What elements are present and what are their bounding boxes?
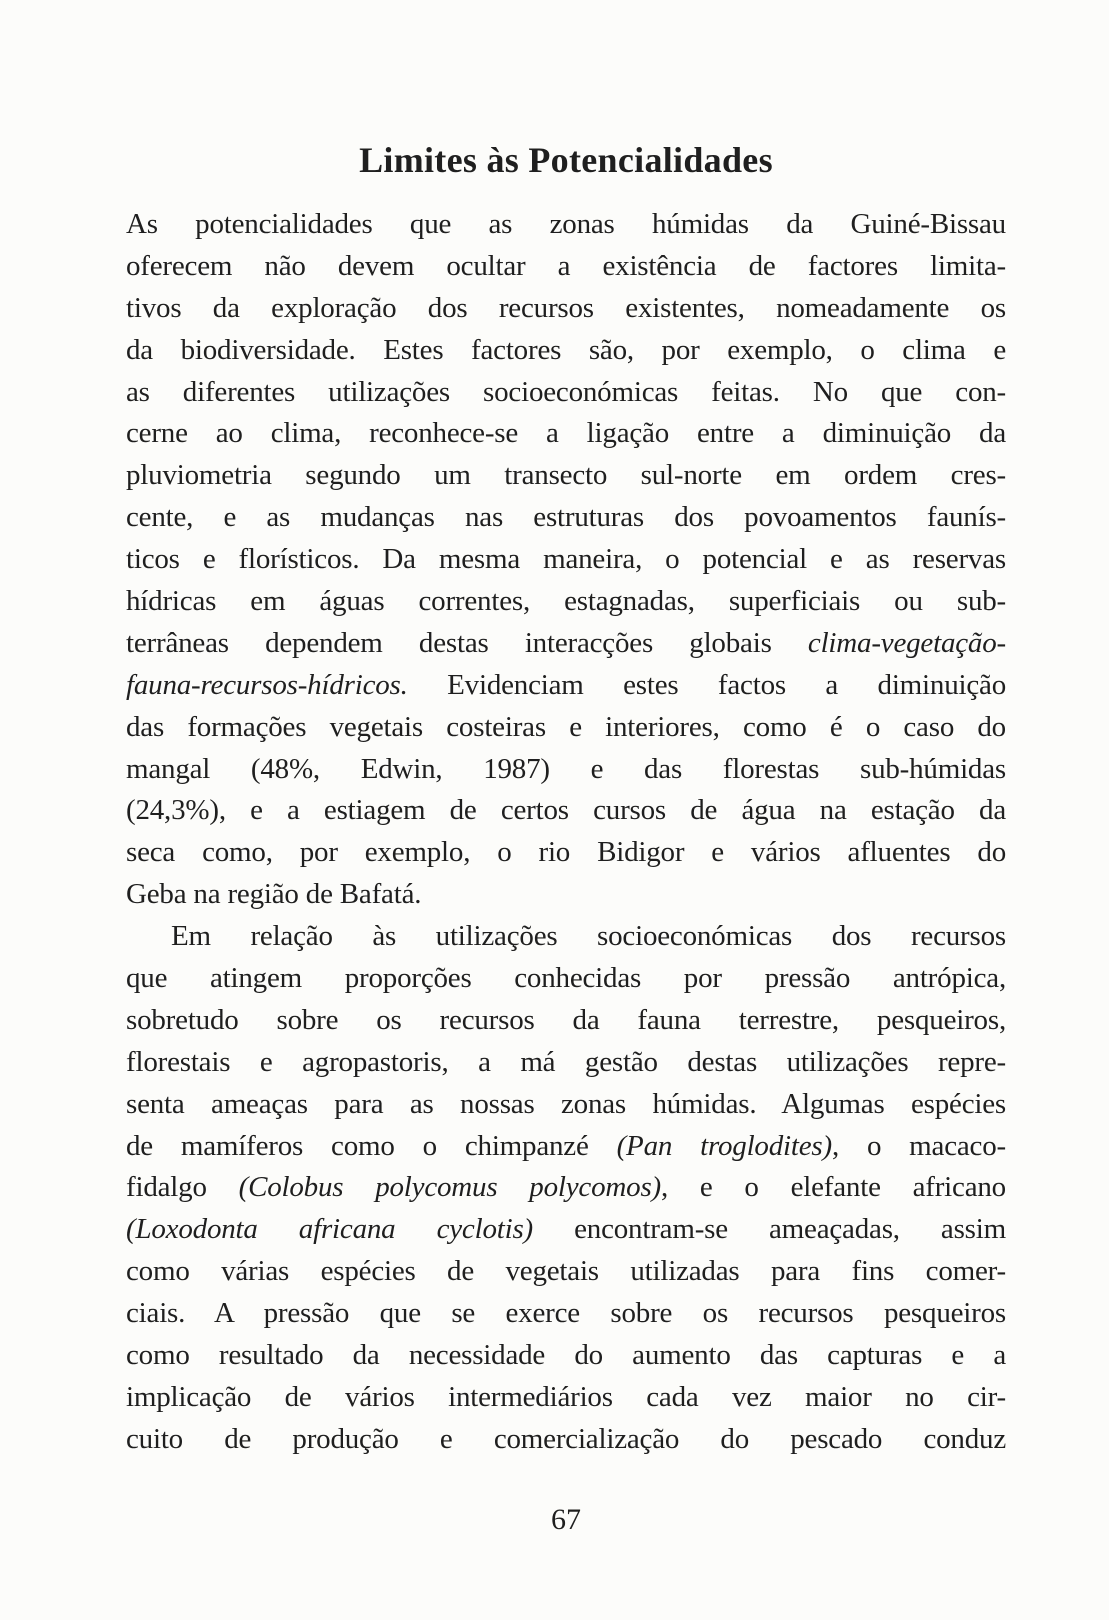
text-segment: como várias espécies de vegetais utilizadas para fins comer-	[126, 1255, 1006, 1288]
text-line	[126, 665, 1006, 707]
text-segment: (24,3%), e a estiagem de certos cursos de água na estação da	[126, 794, 1006, 827]
text-segment: Evidenciam estes factos a diminuição	[407, 668, 1006, 701]
text-segment: As potencialidades que as zonas húmidas da Guiné-Bissau	[126, 208, 1006, 240]
text-segment: , o macaco-	[831, 1129, 1006, 1162]
text-line	[126, 372, 1006, 414]
text-line	[126, 958, 1006, 1000]
text-segment: Geba na região de Bafatá.	[126, 878, 422, 911]
text-segment: florestais e agropastoris, a má gestão destas utilizações repre-	[126, 1045, 1006, 1078]
text-segment: terrâneas dependem destas interacções globais	[126, 626, 808, 659]
text-segment: pluviometria segundo um transecto sul-norte em ordem cres-	[126, 459, 1006, 492]
italic-text-segment: (Loxodonta africana cyclotis)	[126, 1213, 534, 1246]
text-line	[126, 1167, 1006, 1209]
text-line	[126, 288, 1006, 330]
text-line	[126, 246, 1006, 288]
text-segment: cerne ao clima, reconhece-se a ligação entre a diminuição da	[126, 417, 1006, 450]
text-line	[126, 497, 1006, 539]
text-line	[126, 413, 1006, 455]
text-line	[126, 455, 1006, 497]
text-segment: , e o elefante africano	[660, 1171, 1006, 1204]
text-segment: cente, e as mudanças nas estruturas dos povoamentos faunís-	[126, 501, 1006, 534]
text-segment: Em relação às utilizações socioeconómicas dos recursos	[171, 920, 1006, 953]
italic-text-segment: clima-vegetação-	[807, 626, 1006, 659]
text-segment: oferecem não devem ocultar a existência de factores limita-	[126, 249, 1006, 282]
italic-text-segment: (Pan troglodites)	[616, 1129, 832, 1162]
page-number: 67	[551, 1503, 581, 1536]
text-segment: sobretudo sobre os recursos da fauna terrestre, pesqueiros,	[126, 1003, 1006, 1036]
text-segment: fidalgo	[126, 1171, 239, 1204]
text-segment: seca como, por exemplo, o rio Bidigor e vários afluentes do	[126, 836, 1006, 869]
text-line	[126, 539, 1006, 581]
text-segment: ciais. A pressão que se exerce sobre os recursos pesqueiros	[126, 1297, 1006, 1330]
text-segment: as diferentes utilizações socioeconómicas feitas. No que con-	[126, 375, 1006, 408]
text-segment: senta ameaças para as nossas zonas húmidas. Algumas espécies	[126, 1087, 1006, 1120]
text-segment: das formações vegetais costeiras e interiores, como é o caso do	[126, 710, 1006, 743]
text-segment: mangal (48%, Edwin, 1987) e das florestas sub-húmidas	[126, 752, 1006, 785]
text-segment: cuito de produção e comercialização do pescado conduz	[126, 1422, 1006, 1455]
text-line	[126, 1084, 1006, 1126]
text-line	[126, 330, 1006, 372]
text-segment: de mamíferos como o chimpanzé	[126, 1129, 617, 1162]
text-segment: hídricas em águas correntes, estagnadas, superficiais ou sub-	[126, 585, 1006, 618]
text-line	[126, 749, 1006, 791]
text-segment: encontram-se ameaçadas, assim	[533, 1213, 1006, 1246]
text-line	[126, 874, 1006, 916]
italic-text-segment: (Colobus polycomus polycomos)	[238, 1171, 661, 1204]
text-line	[126, 790, 1006, 832]
text-segment: implicação de vários intermediários cada vez maior no cir-	[126, 1380, 1006, 1413]
text-segment: que atingem proporções conhecidas por pressão antrópica,	[126, 962, 1006, 995]
text-segment: ticos e florísticos. Da mesma maneira, o potencial e as reservas	[126, 543, 1006, 576]
text-line	[126, 1251, 1006, 1293]
text-line	[126, 916, 1006, 958]
text-line	[126, 707, 1006, 749]
text-segment: da biodiversidade. Estes factores são, por exemplo, o clima e	[126, 333, 1006, 366]
text-line	[126, 1209, 1006, 1251]
text-line	[126, 1419, 1006, 1461]
text-line	[126, 1042, 1006, 1084]
text-line	[126, 581, 1006, 623]
text-line	[126, 1335, 1006, 1377]
text-line	[126, 623, 1006, 665]
text-line	[126, 1126, 1006, 1168]
text-block	[126, 204, 1006, 1461]
text-line	[126, 1000, 1006, 1042]
text-segment: como resultado da necessidade do aumento das capturas e a	[126, 1339, 1006, 1372]
page-title: Limites às Potencialidades	[359, 140, 773, 180]
text-line	[126, 832, 1006, 874]
text-segment: tivos da exploração dos recursos existentes, nomeadamente os	[126, 291, 1006, 324]
text-line	[126, 1377, 1006, 1419]
italic-text-segment: fauna-recursos-hídricos.	[126, 668, 408, 701]
text-line	[126, 1293, 1006, 1335]
text-line	[126, 204, 1006, 246]
